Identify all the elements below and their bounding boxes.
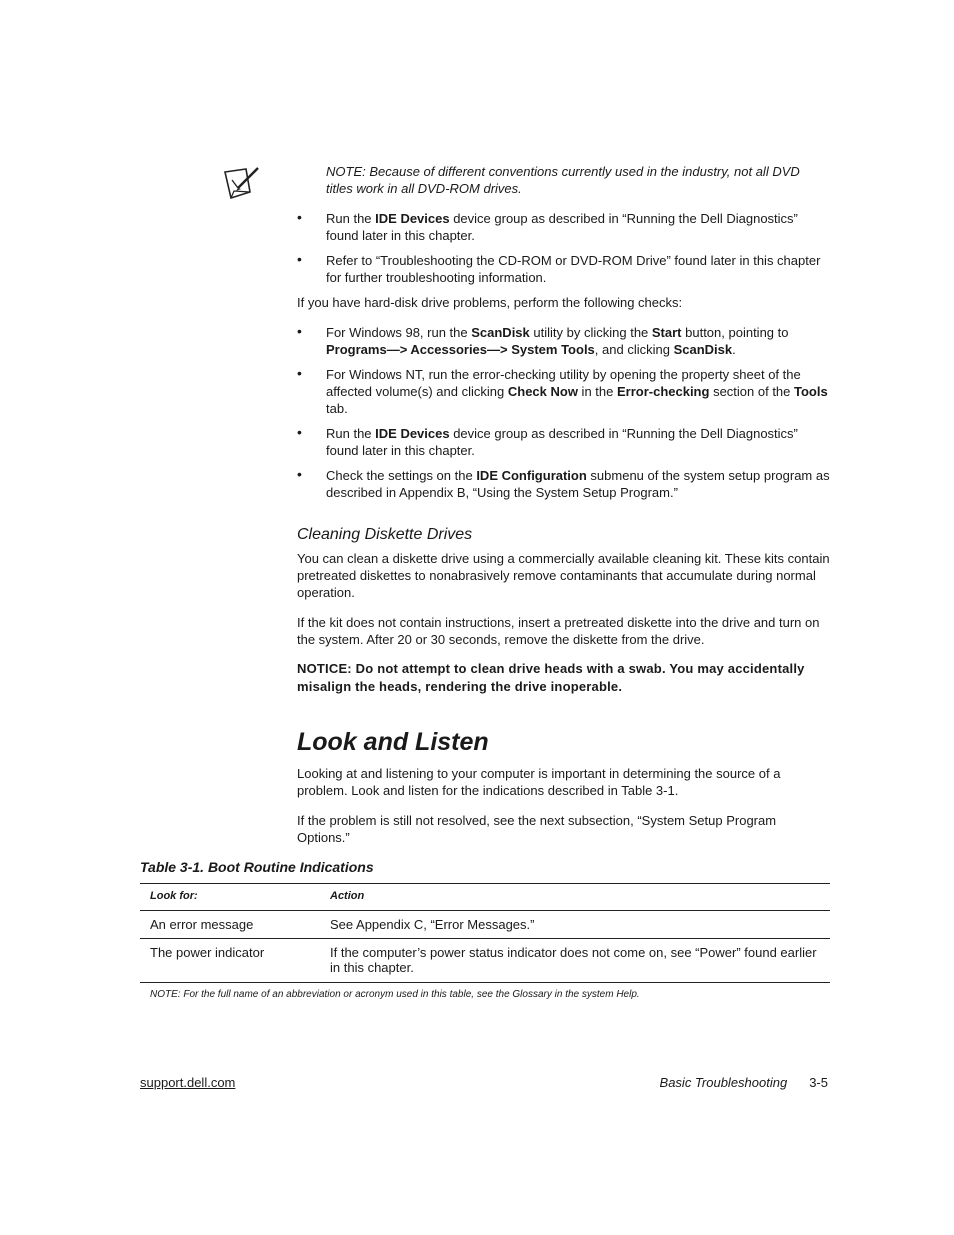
page-heading: Look and Listen xyxy=(297,728,489,756)
note-pencil-icon xyxy=(222,166,262,202)
bullet-icon: • xyxy=(297,424,302,440)
table-caption: Table 3-1. Boot Routine Indications xyxy=(140,859,374,875)
list-item-text: Check the settings on the IDE Configuration submenu of the system setup program as described in Appendix B, “Using the System Setup Program.” xyxy=(326,468,830,500)
table-divider xyxy=(140,910,830,911)
table-header-action: Action xyxy=(330,890,365,902)
hdd-intro: If you have hard-disk drive problems, perform the following checks: xyxy=(297,295,683,310)
bullet-icon: • xyxy=(297,466,302,482)
section-heading: Cleaning Diskette Drives xyxy=(297,526,473,543)
look-listen-paragraph: If the problem is still not resolved, see the next subsection, “System Setup Program Options.” xyxy=(297,813,777,845)
list-item-text: Run the IDE Devices device group as described in “Running the Dell Diagnostics” found later in this chapter. xyxy=(326,426,798,458)
table-cell: An error message xyxy=(150,917,254,932)
page-footer xyxy=(660,1075,828,1090)
list-item-text: For Windows 98, run the ScanDisk utility by clicking the Start button, pointing to Programs—> Accessories—> System Tools, and clicking ScanDisk. xyxy=(326,325,789,357)
page-number: 3-5 xyxy=(809,1075,828,1090)
footer-section: Basic Troubleshooting xyxy=(659,1075,788,1090)
bullet-icon: • xyxy=(297,209,302,225)
table-cell: See Appendix C, “Error Messages.” xyxy=(330,917,535,932)
table-cell: The power indicator xyxy=(150,945,265,960)
bullet-icon: • xyxy=(297,323,302,339)
bullet-icon: • xyxy=(297,251,302,267)
list-item-text: For Windows NT, run the error-checking utility by opening the property sheet of the affected volume(s) and clicking Check Now in the Error-checking section of the Tools tab. xyxy=(326,367,828,416)
bullet-icon: • xyxy=(297,365,302,381)
notice-text: NOTICE: Do not attempt to clean drive heads with a swab. You may accidentally misalign the heads, rendering the drive inoperable. xyxy=(297,661,805,694)
cleaning-paragraph: If the kit does not contain instructions, insert a pretreated diskette into the drive and turn on the system. After 20 or 30 seconds, remove the diskette from the drive. xyxy=(297,615,820,647)
list-item-text: Run the IDE Devices device group as described in “Running the Dell Diagnostics” found later in this chapter. xyxy=(326,211,798,243)
table-cell: If the computer’s power status indicator does not come on, see “Power” found earlier in this chapter. xyxy=(330,945,817,975)
look-listen-paragraph: Looking at and listening to your computer is important in determining the source of a problem. Look and listen for the indications described in Table 3-1. xyxy=(297,766,781,798)
table-top-rule xyxy=(140,883,830,884)
table-footnote: NOTE: For the full name of an abbreviation or acronym used in this table, see the Glossary in the system Help. xyxy=(150,989,640,1000)
table-header-look-for: Look for: xyxy=(150,890,198,902)
table-divider xyxy=(140,938,830,939)
cleaning-paragraph: You can clean a diskette drive using a commercially available cleaning kit. These kits contain pretreated diskettes to nonabrasively remove contaminants that accumulate during normal operation. xyxy=(297,551,830,600)
list-item-text: Refer to “Troubleshooting the CD-ROM or DVD-ROM Drive” found later in this chapter for further troubleshooting information. xyxy=(326,253,821,285)
dvd-note: NOTE: Because of different conventions currently used in the industry, not all DVD titles work in all DVD-ROM drives. xyxy=(326,164,800,196)
support-link[interactable]: support.dell.com xyxy=(140,1075,236,1090)
table-bottom-rule xyxy=(140,982,830,983)
